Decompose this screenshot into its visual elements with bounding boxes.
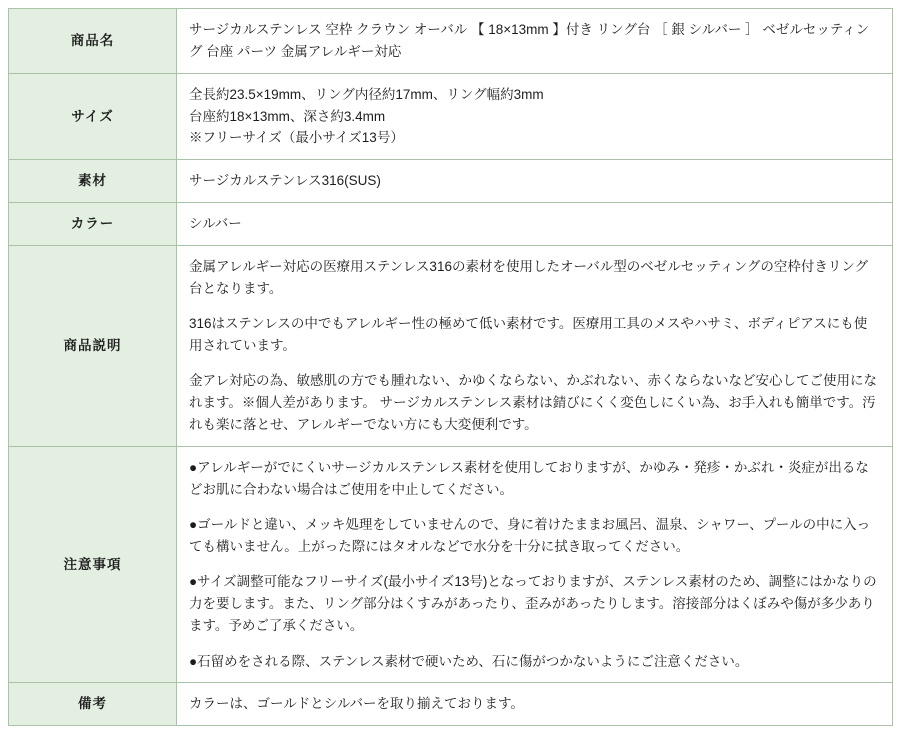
row-value-product-name bbox=[177, 9, 893, 74]
paragraph: ●アレルギーがでにくいサージカルステンレス素材を使用しておりますが、かゆみ・発疹・かぶれ・炎症が出るなどお肌に合わない場合はご使用を中止してください。 bbox=[189, 460, 869, 497]
table-row bbox=[9, 9, 893, 74]
table-row bbox=[9, 203, 893, 246]
paragraph: 316はステンレスの中でもアレルギー性の極めて低い素材です。医療用工具のメスやハサミ、ボディピアスにも使用されています。 bbox=[189, 316, 868, 354]
table-row bbox=[9, 683, 893, 726]
row-value-description bbox=[177, 246, 893, 447]
text-line: カラーは、ゴールドとシルバーを取り揃えております。 bbox=[189, 696, 524, 712]
text-line: サージカルステンレス 空枠 クラウン オーバル 【 18×13mm 】付き リング台 ［ 銀 シルバー ］ ベゼルセッティング 台座 パーツ 金属アレルギー対応 bbox=[189, 22, 870, 59]
row-value-color bbox=[177, 203, 893, 246]
paragraph: ●石留めをされる際、ステンレス素材で硬いため、石に傷がつかないようにご注意ください。 bbox=[189, 653, 749, 669]
paragraph: ●ゴールドと違い、メッキ処理をしていませんので、身に着けたままお風呂、温泉、シャワー、プールの中に入っても構いません。上がった際にはタオルなどで水分を十分に拭き取ってください。 bbox=[189, 517, 871, 555]
row-label-description: 商品説明 bbox=[9, 246, 177, 447]
text-line: 全長約23.5×19mm、リング内径約17mm、リング幅約3mm bbox=[189, 86, 544, 102]
row-label-product-name: 商品名 bbox=[9, 9, 177, 74]
row-label-color: カラー bbox=[9, 203, 177, 246]
text-line: 台座約18×13mm、深さ約3.4mm bbox=[189, 108, 386, 124]
table-row bbox=[9, 73, 893, 160]
row-value-remarks bbox=[177, 683, 893, 726]
row-value-material bbox=[177, 160, 893, 203]
table-row bbox=[9, 246, 893, 447]
text-line: サージカルステンレス316(SUS) bbox=[189, 173, 381, 189]
row-value-precautions bbox=[177, 447, 893, 683]
paragraph: ●サイズ調整可能なフリーサイズ(最小サイズ13号)となっておりますが、ステンレス素材のため、調整にはかなりの力を要します。また、リング部分はくすみがあったり、歪みがあったりします。溶接部分はくぼみや傷が多少あります。予めご了承ください。 bbox=[189, 574, 877, 634]
paragraph: 金アレ対応の為、敏感肌の方でも腫れない、かゆくならない、かぶれない、赤くならないなど安心してご使用になれます。※個人差があります。 サージカルステンレス素材は錆びにくく変色しにくい為、お手入れも簡単です。汚れも楽に落とせ、アレルギーでない方にも大変便利です。 bbox=[189, 373, 877, 433]
text-line: シルバー bbox=[189, 216, 242, 232]
row-value-size bbox=[177, 73, 893, 160]
text-line: ※フリーサイズ（最小サイズ13号） bbox=[189, 130, 404, 146]
table-row bbox=[9, 160, 893, 203]
row-label-size: サイズ bbox=[9, 73, 177, 160]
row-label-precautions: 注意事項 bbox=[9, 447, 177, 683]
row-label-remarks: 備考 bbox=[9, 683, 177, 726]
row-label-material: 素材 bbox=[9, 160, 177, 203]
spec-table-body bbox=[9, 9, 893, 726]
table-row bbox=[9, 447, 893, 683]
paragraph: 金属アレルギー対応の医療用ステンレス316の素材を使用したオーバル型のベゼルセッティングの空枠付きリング台となります。 bbox=[189, 259, 869, 296]
product-spec-table bbox=[8, 8, 893, 726]
